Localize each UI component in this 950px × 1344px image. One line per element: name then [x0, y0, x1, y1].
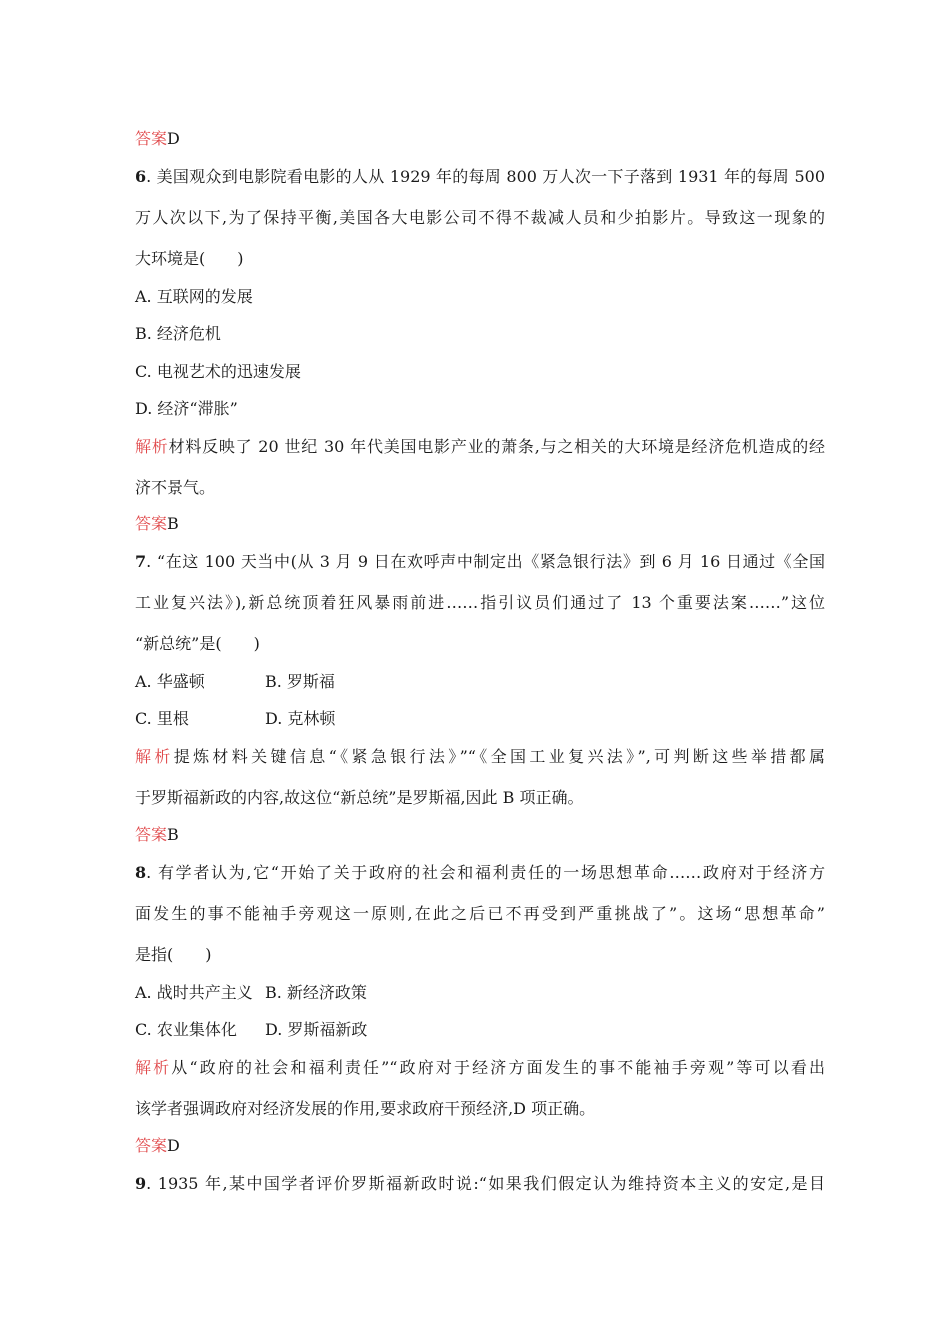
question-number: 9: [135, 1174, 147, 1193]
answer-line: [135, 514, 825, 534]
options-row-ab: [135, 983, 825, 1003]
question-8-line-1: 8. 有学者认为,它“开始了关于政府的社会和福利责任的一场思想革命……政府对于经济方: [135, 863, 825, 882]
answer-line: [135, 129, 825, 149]
analysis-line-1: 解析提炼材料关键信息“《紧急银行法》”“《全国工业复兴法》”,可判断这些举措都属: [135, 747, 825, 766]
question-6-line-2: 万人次以下,为了保持平衡,美国各大电影公司不得不裁减人员和少拍影片。导致这一现象的: [135, 208, 825, 227]
analysis-label: 解析: [135, 1058, 172, 1077]
question-number: 8: [135, 863, 147, 882]
question-7-line-3: “新总统”是( ): [135, 634, 260, 653]
analysis-line-2: 济不景气。: [135, 478, 216, 497]
answer-label: 答案: [135, 514, 168, 533]
options-row-cd: [135, 709, 825, 729]
option-d: D. 克林顿: [265, 709, 336, 728]
option-a: A. 华盛顿: [135, 672, 205, 691]
answer-value: D: [167, 1136, 180, 1155]
options-row-ab: [135, 672, 825, 692]
option-a: A. 战时共产主义: [135, 983, 253, 1002]
question-number: 6: [135, 167, 147, 186]
answer-label: 答案: [135, 825, 168, 844]
options-row-cd: [135, 1020, 825, 1040]
option-d: D. 罗斯福新政: [265, 1020, 368, 1039]
option-c: C. 里根: [135, 709, 189, 728]
question-6-line-3: 大环境是( ): [135, 249, 244, 268]
answer-value: B: [167, 514, 179, 533]
answer-value: B: [167, 825, 179, 844]
answer-line: [135, 1136, 825, 1156]
question-8-line-2: 面发生的事不能袖手旁观这一原则,在此之后已不再受到严重挑战了”。这场“思想革命”: [135, 904, 825, 923]
analysis-line-1: 解析材料反映了 20 世纪 30 年代美国电影产业的萧条,与之相关的大环境是经济危机造成的经: [135, 437, 825, 456]
option-c: C. 农业集体化: [135, 1020, 237, 1039]
option-b: B. 新经济政策: [265, 983, 367, 1002]
question-8-line-3: 是指( ): [135, 945, 212, 964]
option-b: B. 经济危机: [135, 324, 221, 343]
question-7-line-1: 7. “在这 100 天当中(从 3 月 9 日在欢呼声中制定出《紧急银行法》到 6 月 16 日通过《全国: [135, 552, 825, 571]
analysis-line-2: 该学者强调政府对经济发展的作用,要求政府干预经济,D 项正确。: [135, 1099, 596, 1118]
answer-value: D: [167, 129, 180, 148]
answer-label: 答案: [135, 129, 168, 148]
question-number: 7: [135, 552, 147, 571]
option-d: D. 经济“滞胀”: [135, 399, 238, 418]
question-9-line-1: 9. 1935 年,某中国学者评价罗斯福新政时说:“如果我们假定认为维持资本主义的安定,是目: [135, 1174, 825, 1193]
analysis-label: 解析: [135, 437, 169, 456]
option-c: C. 电视艺术的迅速发展: [135, 362, 301, 381]
question-7-line-2: 工业复兴法》),新总统顶着狂风暴雨前进……指引议员们通过了 13 个重要法案……”这位: [135, 593, 825, 612]
option-a: A. 互联网的发展: [135, 287, 253, 306]
analysis-label: 解析: [135, 747, 174, 766]
option-b: B. 罗斯福: [265, 672, 335, 691]
analysis-line-2: 于罗斯福新政的内容,故这位“新总统”是罗斯福,因此 B 项正确。: [135, 788, 584, 807]
question-6-line-1: 6. 美国观众到电影院看电影的人从 1929 年的每周 800 万人次一下子落到 1931 年的每周 500: [135, 167, 825, 186]
answer-label: 答案: [135, 1136, 168, 1155]
analysis-line-1: 解析从“政府的社会和福利责任”“政府对于经济方面发生的事不能袖手旁观”等可以看出: [135, 1058, 825, 1077]
answer-line: [135, 825, 825, 845]
